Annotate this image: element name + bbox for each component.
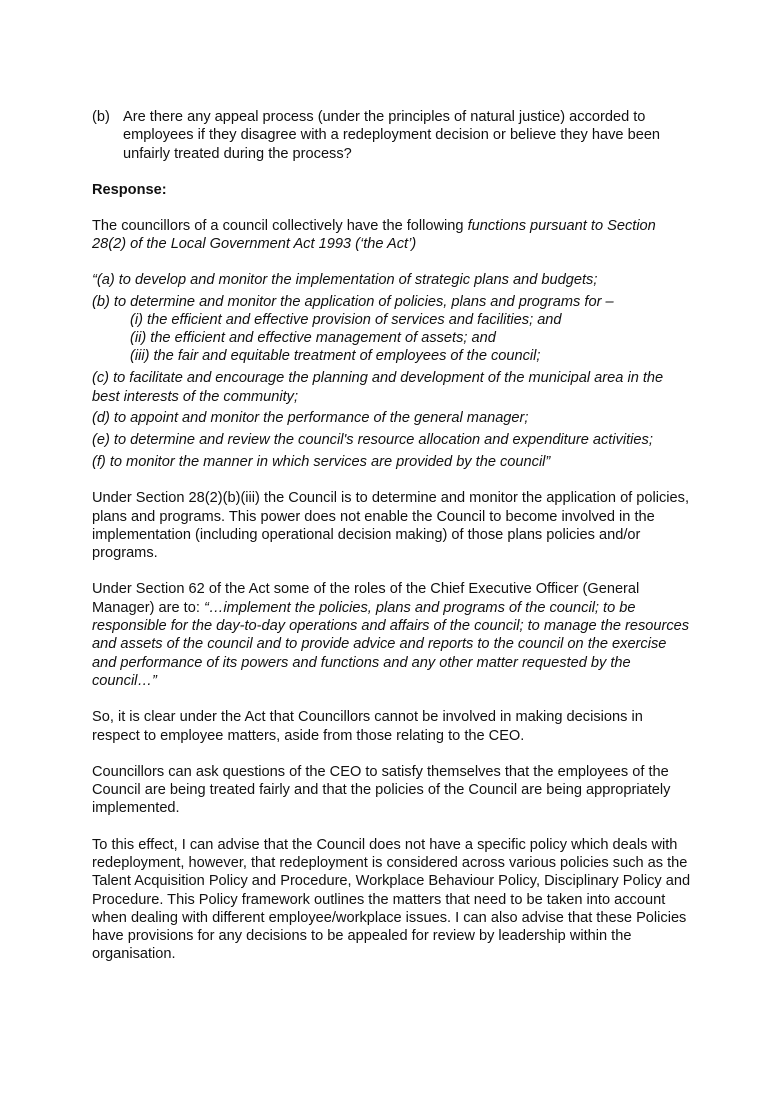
intro-paragraph [92,217,692,254]
quote-item-b: (b) to determine and monitor the application of policies, plans and programs for – [92,293,614,310]
paragraph-section-28: Under Section 28(2)(b)(iii) the Council is to determine and monitor the application of policies, plans and programs. This power does not enable the Council to become involved in the implementation (including operational decision making) of those plans policies and/or programs. [92,490,690,562]
paragraph-conclusion: So, it is clear under the Act that Councillors cannot be involved in making decisions in respect to employee matters, aside from those relating to the CEO. [92,709,643,744]
quote-item-e: (e) to determine and review the council's resource allocation and expenditure activities; [92,432,653,449]
quote-item-a: “(a) to develop and monitor the implementation of strategic plans and budgets; [92,271,598,288]
paragraph-policy-advice: To this effect, I can advise that the Council does not have a specific policy which deals with redeployment, however, that redeployment is considered across various policies such as the Talent Acquisition Policy and Procedure, Workplace Behaviour Policy, Disciplinary Policy and Procedure. This Policy framework outlines the matters that need to be taken into account when dealing with different employee/workplace issues. I can also advise that these Policies have provisions for any decisions to be appealed for review by leadership within the organisation. [92,836,691,963]
paragraph-section-62 [92,580,692,690]
act-quote [92,271,692,471]
paragraph-councillors: Councillors can ask questions of the CEO to satisfy themselves that the employees of the Council are being treated fairly and that the policies of the Council are being appropriately implemented. [92,763,671,817]
section-62-plain: Under Section 62 of the Act some of the roles of the Chief Executive Officer (General Manager) are to: [92,581,640,616]
question-b [92,108,692,163]
quote-subitem-ii: (ii) the efficient and effective management of assets; and [130,330,496,347]
section-62-italic: “…implement the policies, plans and programs of the council; to be responsible for the day-to-day operations and affairs of the council; to manage the resources and assets of the council and to provide advice and reports to the council on the exercise and performance of its powers and functions and any other matter requested by the council…” [92,599,690,689]
quote-item-d: (d) to appoint and monitor the performance of the general manager; [92,410,529,427]
question-text: Are there any appeal process (under the principles of natural justice) accorded to employees if they disagree with a redeployment decision or believe they have been unfairly treated during the process? [123,109,661,162]
intro-plain: The councillors of a council collectively have the following [92,218,468,235]
quote-subitem-iii: (iii) the fair and equitable treatment of employees of the council; [130,348,541,365]
quote-subitem-i: (i) the efficient and effective provision of services and facilities; and [130,311,562,328]
document-page [92,108,692,964]
quote-item-c: (c) to facilitate and encourage the planning and development of the municipal area in the best interests of the community; [92,370,664,405]
intro-italic: functions pursuant to Section 28(2) of the Local Government Act 1993 (‘the Act’) [92,218,656,253]
question-label: (b) [92,109,110,125]
response-heading: Response: [92,181,167,198]
quote-item-f: (f) to monitor the manner in which services are provided by the council” [92,453,551,470]
